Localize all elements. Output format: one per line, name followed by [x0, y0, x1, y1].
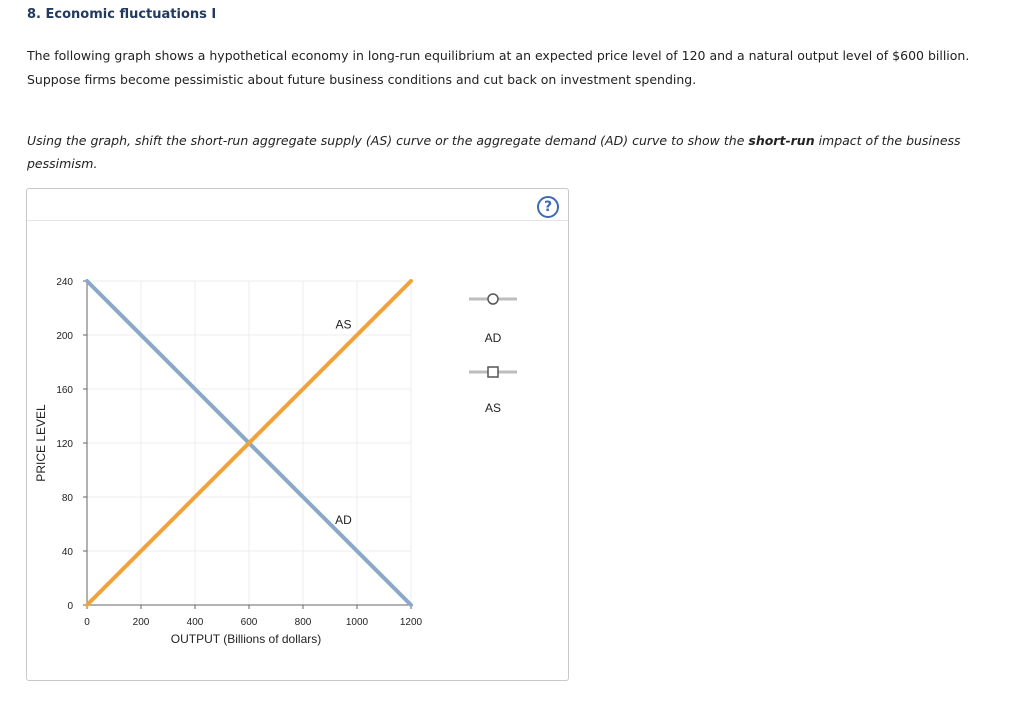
question-paragraph-line-2: Suppose firms become pessimistic about future business conditions and cut back on investment spending. — [27, 72, 697, 87]
palette-as-label: AS — [484, 401, 502, 415]
x-axis-title: OUTPUT (Billions of dollars) — [170, 632, 322, 646]
curve-label-ad: AD — [335, 513, 352, 527]
instruction-text-b: impact of the business — [814, 133, 961, 148]
circle-marker-icon — [488, 294, 498, 304]
y-tick-label: 120 — [56, 439, 73, 450]
y-tick-label: 200 — [56, 331, 73, 342]
x-tick-label: 200 — [132, 617, 150, 628]
y-tick-label: 0 — [67, 601, 73, 612]
help-icon[interactable]: ? — [537, 196, 559, 218]
question-title: 8. Economic fluctuations I — [27, 7, 217, 22]
x-tick-label: 1200 — [399, 617, 423, 628]
y-tick-label: 80 — [61, 493, 73, 504]
x-tick-label: 400 — [186, 617, 204, 628]
palette-ad-label: AD — [484, 331, 502, 345]
instruction-bold: short-run — [748, 133, 815, 148]
y-tick-label: 160 — [56, 385, 73, 396]
square-marker-icon — [488, 367, 498, 377]
question-paragraph-line-1: The following graph shows a hypothetical economy in long-run equilibrium at an expected price level of 120 and a natural output level of $600 billion. — [27, 48, 970, 63]
instruction-text-a: Using the graph, shift the short-run aggregate supply (AS) curve or the aggregate demand (AD) curve to show the — [27, 133, 749, 148]
y-tick-label: 40 — [61, 547, 73, 558]
graph-panel — [26, 188, 569, 681]
curve-label-as: AS — [335, 317, 352, 332]
x-tick-label: 800 — [294, 617, 312, 628]
panel-toolbar-divider — [27, 220, 568, 221]
instruction-line-2: pessimism. — [27, 156, 98, 171]
y-axis-title: PRICE LEVEL — [34, 404, 48, 482]
x-tick-label: 600 — [240, 617, 258, 628]
x-tick-label: 1000 — [345, 617, 369, 628]
x-tick-label: 0 — [84, 617, 90, 628]
instruction-line-1 — [27, 133, 961, 148]
y-tick-label: 240 — [56, 277, 73, 288]
